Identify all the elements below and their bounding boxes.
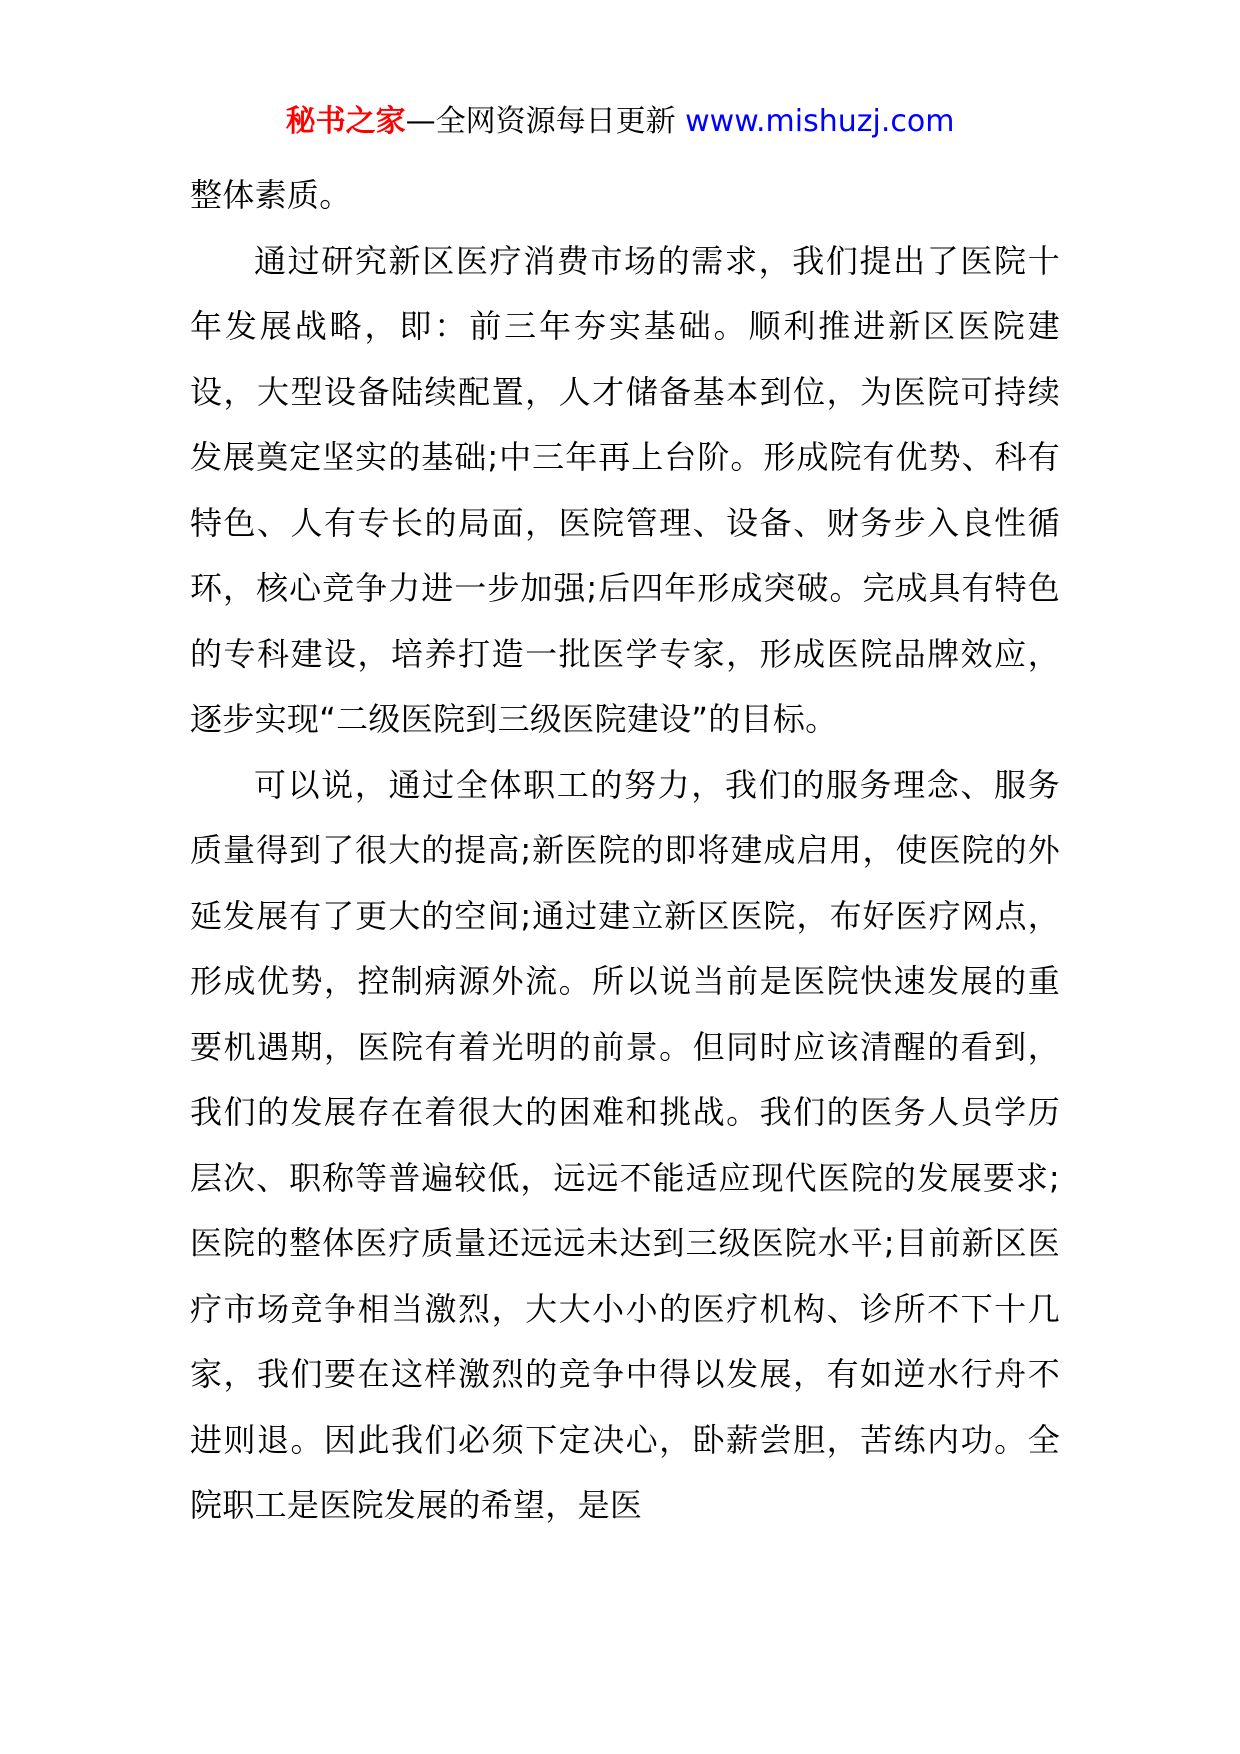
brand-name: 秘书之家 — [285, 104, 406, 139]
header-url-link[interactable]: www.mishuzj.com — [685, 104, 955, 139]
header-tagline: —全网资源每日更新 — [405, 104, 676, 139]
paragraph-challenges: 可以说，通过全体职工的努力，我们的服务理念、服务质量得到了很大的提高;新医院的即将建成启用，使医院的外延发展有了更大的空间;通过建立新区医院，布好医疗网点，形成优势，控制病源外流。所以说当前是医院快速发展的重要机遇期，医院有着光明的前景。但同时应该清醒的看到，我们的发展存在着很大的困难和挑战。我们的医务人员学历层次、职称等普遍较低，远远不能适应现代医院的发展要求;医院的整体医疗质量还远远未达到三级医院水平;目前新区医疗市场竞争相当激烈，大大小小的医疗机构、诊所不下十几家，我们要在这样激烈的竞争中得以发展，有如逆水行舟不进则退。因此我们必须下定决心，卧薪尝胆，苦练内功。全院职工是医院发展的希望，是医 — [190, 765, 1060, 1524]
document-body — [190, 163, 1060, 1539]
paragraph-strategy: 通过研究新区医疗消费市场的需求，我们提出了医院十年发展战略，即：前三年夯实基础。顺利推进新区医院建设，大型设备陆续配置，人才储备基本到位，为医院可持续发展奠定坚实的基础;中三年再上台阶。形成院有优势、科有特色、人有专长的局面，医院管理、设备、财务步入良性循环，核心竞争力进一步加强;后四年形成突破。完成具有特色的专科建设，培养打造一批医学专家，形成医院品牌效应，逐步实现“二级医院到三级医院建设”的目标。 — [190, 241, 1060, 738]
page-header — [0, 100, 1240, 144]
paragraph-continuation: 整体素质。 — [190, 176, 352, 214]
